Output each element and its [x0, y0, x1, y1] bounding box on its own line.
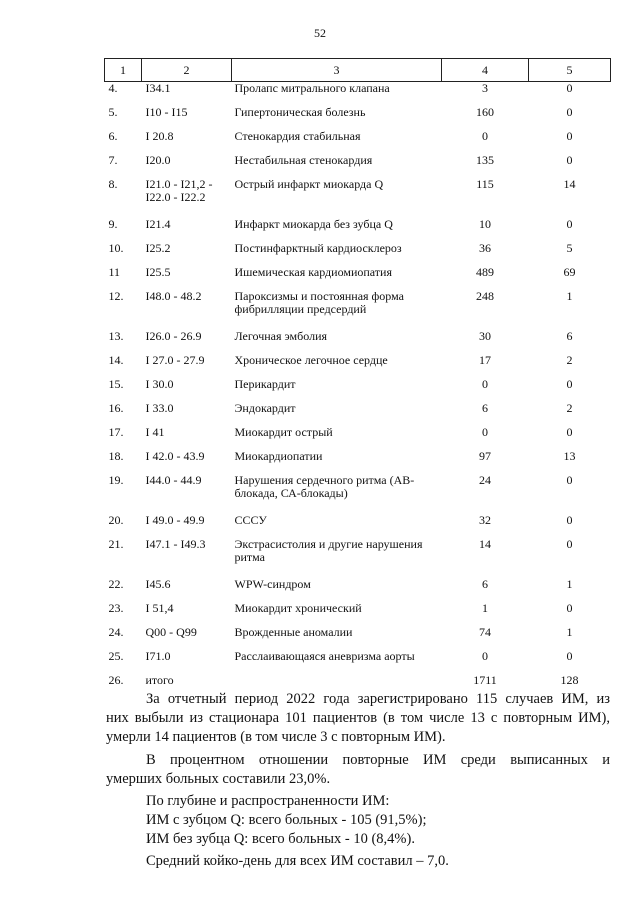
diagnosis-cell: Миокардит хронический — [234, 600, 362, 615]
table-row — [105, 602, 611, 626]
icd-code-cell: I25.5 — [145, 264, 171, 279]
icd-code-cell: I 27.0 - 27.9 — [145, 352, 205, 367]
paragraph-line: умерли 14 пациентов (в том числе 3 с повторным ИМ). — [106, 729, 446, 745]
row-number-cell: 14. — [108, 352, 124, 367]
diagnosis-cell: СССУ — [234, 512, 267, 527]
table-row — [105, 266, 611, 290]
paragraph-line: умерших больных составили 23,0%. — [106, 771, 331, 787]
header-col-1: 1 — [105, 59, 142, 82]
diagnosis-cell: Миокардиопатии — [234, 448, 323, 463]
icd-code-cell: I 33.0 — [145, 400, 174, 415]
table-row — [105, 378, 611, 402]
deaths-cell: 0 — [566, 81, 573, 95]
icd-code-cell: I 30.0 — [145, 376, 174, 391]
count-cell: 0 — [482, 376, 488, 391]
count-cell: 1 — [482, 600, 488, 615]
diagnosis-cell: Пролапс митрального клапана — [234, 81, 390, 95]
icd-code-cell: I10 - I15 — [145, 104, 188, 119]
count-cell: 32 — [479, 512, 491, 527]
deaths-cell: 0 — [566, 104, 573, 119]
deaths-cell: 1 — [566, 576, 573, 591]
diagnosis-cell: Эндокардит — [234, 400, 296, 415]
count-cell: 36 — [479, 240, 491, 255]
table-row — [105, 402, 611, 426]
deaths-cell: 2 — [566, 400, 573, 415]
header-col-3: 3 — [232, 59, 442, 82]
count-cell: 14 — [479, 536, 491, 551]
diagnosis-cell: Нестабильная стенокардия — [234, 152, 373, 167]
table-header-row — [105, 59, 611, 82]
row-number-cell: 16. — [108, 400, 124, 415]
row-number-cell: 9. — [108, 216, 118, 231]
deaths-cell: 0 — [566, 376, 573, 391]
diagnosis-cell: Миокардит острый — [234, 424, 333, 439]
deaths-cell: 1 — [566, 624, 573, 639]
diagnosis-cell: Ишемическая кардиомиопатия — [234, 264, 392, 279]
row-number-cell: 5. — [108, 104, 118, 119]
deaths-cell: 0 — [566, 216, 573, 231]
count-cell: 0 — [482, 648, 488, 663]
count-cell: 115 — [476, 176, 494, 191]
deaths-cell: 0 — [566, 600, 573, 615]
row-number-cell: 23. — [108, 600, 124, 615]
deaths-cell: 0 — [566, 152, 573, 167]
table-row — [105, 178, 611, 218]
count-cell: 30 — [479, 328, 491, 343]
count-cell: 248 — [476, 288, 494, 303]
row-number-cell: 22. — [108, 576, 124, 591]
table-row — [105, 426, 611, 450]
icd-code-cell: I34.1 — [145, 81, 171, 95]
count-cell: 135 — [476, 152, 494, 167]
header-col-2: 2 — [142, 59, 232, 82]
table-row — [105, 130, 611, 154]
paragraph-line: ИМ без зубца Q: всего больных - 10 (8,4%). — [146, 831, 415, 847]
count-cell: 489 — [476, 264, 494, 279]
row-number-cell: 4. — [108, 81, 118, 95]
row-number-cell: 12. — [108, 288, 124, 303]
table-row — [105, 650, 611, 674]
table-row — [105, 330, 611, 354]
count-cell: 97 — [479, 448, 491, 463]
icd-code-cell: I44.0 - 44.9 — [145, 472, 202, 487]
count-cell: 1711 — [473, 672, 497, 687]
data-table — [104, 58, 610, 694]
icd-code-cell: I47.1 - I49.3 — [145, 536, 206, 551]
diagnosis-cell: Врожденные аномалии — [234, 624, 353, 639]
deaths-cell: 13 — [563, 448, 576, 463]
count-cell: 24 — [479, 472, 491, 487]
deaths-cell: 5 — [566, 240, 573, 255]
icd-code-cell: I71.0 — [145, 648, 171, 663]
row-number-cell: 8. — [108, 176, 118, 191]
deaths-cell: 1 — [566, 288, 573, 303]
diagnosis-cell: Нарушения сердечного ритма (АВ-блокада, СА-блокады) — [234, 472, 415, 500]
count-cell: 6 — [482, 400, 488, 415]
icd-code-cell: I26.0 - 26.9 — [145, 328, 202, 343]
diagnosis-cell: Пароксизмы и постоянная форма фибрилляции предсердий — [234, 288, 404, 316]
diagnosis-cell: Острый инфаркт миокарда Q — [234, 176, 384, 191]
deaths-cell: 0 — [566, 472, 573, 487]
diagnosis-cell: Стенокардия стабильная — [234, 128, 361, 143]
row-number-cell: 19. — [108, 472, 124, 487]
deaths-cell: 2 — [566, 352, 573, 367]
count-cell: 17 — [479, 352, 491, 367]
paragraph-line: За отчетный период 2022 года зарегистрировано 115 случаев ИМ, из — [146, 691, 610, 707]
icd-code-cell: I20.0 — [145, 152, 171, 167]
row-number-cell: 18. — [108, 448, 124, 463]
row-number-cell: 7. — [108, 152, 118, 167]
table-row — [105, 626, 611, 650]
count-cell: 160 — [476, 104, 494, 119]
count-cell: 10 — [479, 216, 491, 231]
table-row — [105, 154, 611, 178]
deaths-cell: 0 — [566, 648, 573, 663]
table-row — [105, 474, 611, 514]
table-row — [105, 538, 611, 578]
header-col-4: 4 — [442, 59, 529, 82]
paragraph-line: По глубине и распространенности ИМ: — [146, 793, 390, 809]
deaths-cell: 0 — [566, 128, 573, 143]
deaths-cell: 0 — [566, 512, 573, 527]
table-row — [105, 450, 611, 474]
count-cell: 74 — [479, 624, 491, 639]
count-cell: 0 — [482, 424, 488, 439]
count-cell: 0 — [482, 128, 488, 143]
icd-code-cell: I21.4 — [145, 216, 171, 231]
icd-code-cell: I 51,4 — [145, 600, 174, 615]
deaths-cell: 69 — [563, 264, 576, 279]
diagnosis-cell: Экстрасистолия и другие нарушения ритма — [234, 536, 423, 564]
deaths-cell: 0 — [566, 424, 573, 439]
row-number-cell: 21. — [108, 536, 124, 551]
row-number-cell: 15. — [108, 376, 124, 391]
diagnosis-cell: Перикардит — [234, 376, 296, 391]
icd-code-cell: I 42.0 - 43.9 — [145, 448, 205, 463]
table-row — [105, 82, 611, 106]
header-col-5: 5 — [529, 59, 611, 82]
diagnosis-cell: Хроническое легочное сердце — [234, 352, 388, 367]
row-number-cell: 13. — [108, 328, 124, 343]
table-row — [105, 242, 611, 266]
icd-code-cell: I25.2 — [145, 240, 171, 255]
deaths-cell: 6 — [566, 328, 573, 343]
row-number-cell: 17. — [108, 424, 124, 439]
table-row — [105, 354, 611, 378]
diagnosis-cell: Постинфарктный кардиосклероз — [234, 240, 402, 255]
page-number: 52 — [314, 26, 326, 40]
icd-code-cell: I45.6 — [145, 576, 171, 591]
icd-code-cell: I 41 — [145, 424, 165, 439]
diagnosis-cell: Гипертоническая болезнь — [234, 104, 366, 119]
icd-code-cell: I 49.0 - 49.9 — [145, 512, 205, 527]
diagnosis-cell: Инфаркт миокарда без зубца Q — [234, 216, 393, 231]
icd-code-cell: итого — [145, 672, 174, 687]
deaths-cell: 0 — [566, 536, 573, 551]
icd-code-cell: Q00 - Q99 — [145, 624, 197, 639]
table-row — [105, 106, 611, 130]
row-number-cell: 6. — [108, 128, 118, 143]
icd-code-cell: I48.0 - 48.2 — [145, 288, 202, 303]
paragraph-line: них выбыли из стационара 101 пациентов (в том числе 13 с повторным ИМ), — [106, 710, 610, 726]
diagnosis-cell: Расслаивающаяся аневризма аорты — [234, 648, 415, 663]
icd-code-cell: I21.0 - I21,2 - I22.0 - I22.2 — [145, 176, 213, 204]
paragraph-line: В процентном отношении повторные ИМ среди выписанных и — [146, 752, 610, 768]
row-number-cell: 11 — [108, 264, 121, 279]
paragraph-line: Средний койко-день для всех ИМ составил – 7,0. — [146, 853, 449, 869]
count-cell: 6 — [482, 576, 488, 591]
diagnosis-cell: WPW-синдром — [234, 576, 311, 591]
count-cell: 3 — [482, 81, 488, 95]
row-number-cell: 24. — [108, 624, 124, 639]
table-row — [105, 578, 611, 602]
deaths-cell: 128 — [560, 672, 579, 687]
row-number-cell: 20. — [108, 512, 124, 527]
icd-code-cell: I 20.8 — [145, 128, 174, 143]
diagnosis-cell: Легочная эмболия — [234, 328, 328, 343]
row-number-cell: 10. — [108, 240, 124, 255]
table-row — [105, 218, 611, 242]
row-number-cell: 26. — [108, 672, 124, 687]
table-row — [105, 290, 611, 330]
deaths-cell: 14 — [563, 176, 576, 191]
table-row — [105, 514, 611, 538]
paragraph-line: ИМ с зубцом Q: всего больных - 105 (91,5%); — [146, 812, 427, 828]
row-number-cell: 25. — [108, 648, 124, 663]
